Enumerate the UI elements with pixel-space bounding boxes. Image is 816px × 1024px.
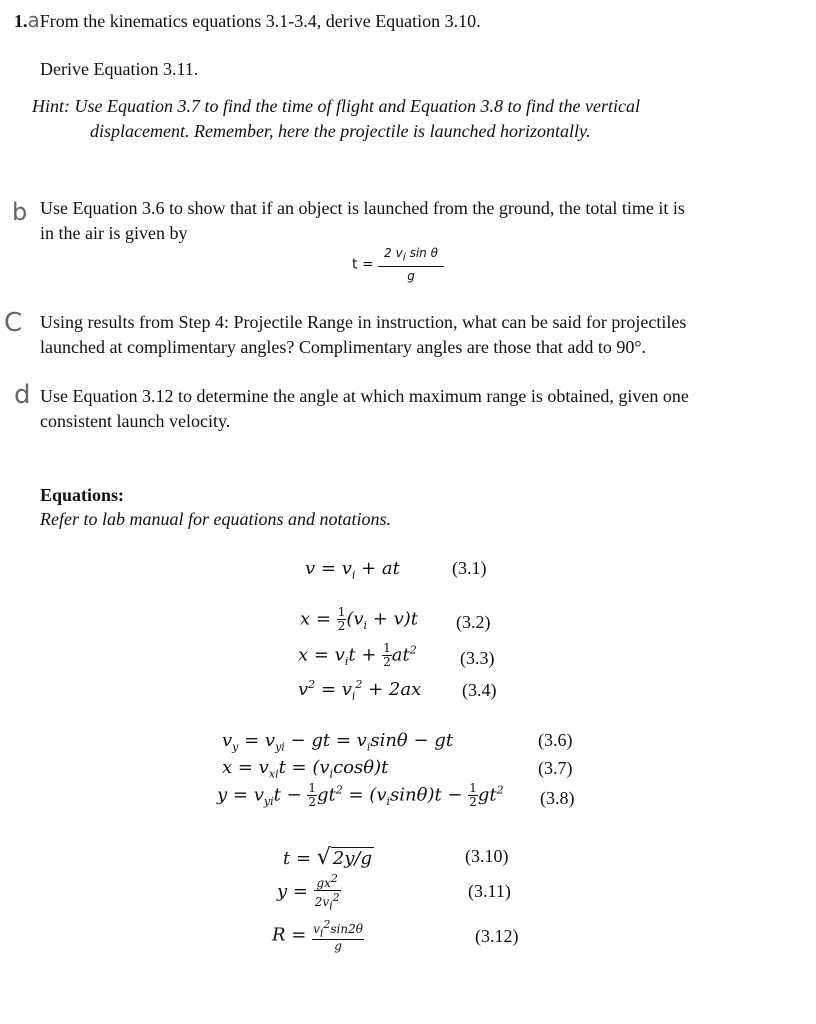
question-d-line-1: Use Equation 3.12 to determine the angle at which maximum range is obtained, given one [40, 386, 689, 406]
handwritten-letter-d: d [14, 380, 31, 410]
equation-number-3-2: (3.2) [456, 612, 491, 632]
equation-number-3-1: (3.1) [452, 558, 487, 578]
handwritten-letter-a: a [27, 8, 40, 32]
equation-number-3-12: (3.12) [475, 926, 519, 946]
equation-3-2: x = $\frac{1}{2}$ $(v_i + v)t$ [300, 605, 419, 633]
equation-3-11: y = $\frac{gx^2}{2v_i^2}$ [277, 872, 340, 913]
formula-fraction: $\frac{2 v_i \sin \theta}{g}$ [378, 244, 444, 285]
question-1-text: From the kinematics equations 3.1-3.4, derive Equation 3.10. [39, 11, 481, 31]
question-d-line-2: consistent launch velocity. [40, 411, 231, 431]
hint-line-1: Hint: Use Equation 3.7 to find the time of flight and Equation 3.8 to find the vertical [32, 96, 640, 116]
equation-number-3-11: (3.11) [468, 881, 511, 901]
handwritten-letter-b: b [12, 198, 28, 226]
equation-number-3-10: (3.10) [465, 846, 509, 866]
question-c-line-2: launched at complimentary angles? Complimentary angles are those that add to 90°. [40, 337, 647, 357]
question-c-line-1: Using results from Step 4: Projectile Range in instruction, what can be said for projectiles [40, 312, 687, 332]
equation-number-3-4: (3.4) [462, 680, 497, 700]
equation-3-4: $v^2 = v_i^2 + 2ax$ [298, 678, 422, 703]
equation-number-3-8: (3.8) [540, 788, 575, 808]
question-1-line [14, 8, 481, 34]
hint-line-2: displacement. Remember, here the projectile is launched horizontally. [90, 121, 591, 141]
equation-3-6: $v_y = v_{yi}$ − gt = $v_i\sin\theta$ − gt [222, 730, 454, 754]
equations-heading: Equations: [40, 485, 125, 505]
derive-3-11-text: Derive Equation 3.11. [40, 59, 199, 79]
equation-number-3-6: (3.6) [538, 730, 573, 750]
equations-subheading: Refer to lab manual for equations and notations. [40, 509, 391, 529]
equation-3-3: $x = v_it$ + $\frac{1}{2}$ $at^2$ [298, 641, 417, 669]
question-b-line-1: Use Equation 3.6 to show that if an object is launched from the ground, the total time it is [40, 198, 685, 218]
equation-3-8: $y = v_{yi}t$ − $\frac{1}{2}$ $gt^2 = (v_i\sin\theta)t$ − $\frac{1}{2}$ $gt^2$ [217, 781, 504, 809]
equation-3-12: R = $\frac{v_i^2\sin 2\theta}{g}$ [272, 918, 363, 954]
equation-3-1: $v = v_i$ + at [305, 558, 400, 582]
handwritten-letter-c: C [4, 308, 23, 338]
question-b-line-2: in the air is given by [40, 223, 188, 243]
equation-number-3-7: (3.7) [538, 758, 573, 778]
time-of-flight-formula [352, 244, 444, 285]
equation-number-3-3: (3.3) [460, 648, 495, 668]
equation-3-10: t = √ 2y/g [283, 845, 373, 870]
formula-lhs: t = [352, 256, 374, 273]
equation-3-7: $x = v_{xi}t = (v_i\cos\theta)t$ [222, 757, 389, 781]
question-number: 1. [14, 11, 28, 31]
